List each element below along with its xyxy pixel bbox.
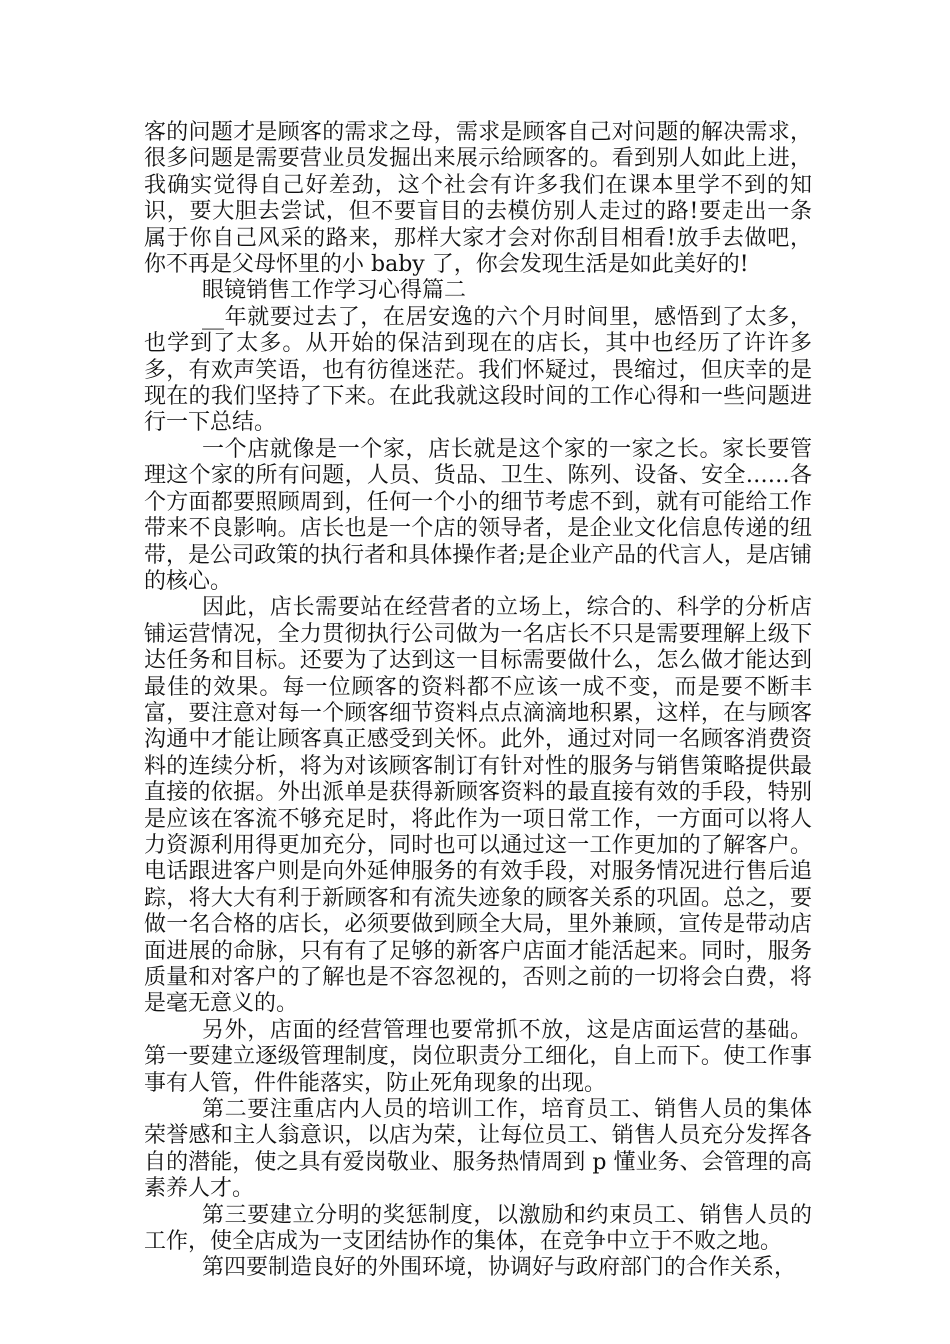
document-page xyxy=(144,120,812,1282)
body-paragraph-4: 另外，店面的经营管理也要常抓不放，这是店面运营的基础。第一要建立逐级管理制度，岗位职责分工细化，自上而下。使工作事事有人管，件件能落实，防止死角现象的出现。 xyxy=(144,1017,812,1096)
body-paragraph-1: __年就要过去了，在居安逸的六个月时间里，感悟到了太多，也学到了太多。从开始的保洁到现在的店长，其中也经历了许许多多，有欢声笑语，也有彷徨迷茫。我们怀疑过，畏缩过，但庆幸的是现在的我们坚持了下来。在此我就这段时间的工作心得和一些问题进行一下总结。 xyxy=(144,304,812,436)
body-paragraph-6: 第三要建立分明的奖惩制度，以激励和约束员工、销售人员的工作，使全店成为一支团结协作的集体，在竞争中立于不败之地。 xyxy=(144,1202,812,1255)
body-paragraph-2: 一个店就像是一个家，店长就是这个家的一家之长。家长要管理这个家的所有问题，人员、货品、卫生、陈列、设备、安全……各个方面都要照顾周到，任何一个小的细节考虑不到，就有可能给工作带来不良影响。店长也是一个店的领导者，是企业文化信息传递的纽带，是公司政策的执行者和具体操作者;是企业产品的代言人，是店铺的核心。 xyxy=(144,436,812,594)
section-title: 眼镜销售工作学习心得篇二 xyxy=(202,278,467,304)
body-paragraph-7: 第四要制造良好的外围环境，协调好与政府部门的合作关系， xyxy=(202,1255,797,1281)
intro-paragraph: 客的问题才是顾客的需求之母，需求是顾客自己对问题的解决需求，很多问题是需要营业员发掘出来展示给顾客的。看到别人如此上进，我确实觉得自己好差劲，这个社会有许多我们在课本里学不到的知识，要大胆去尝试，但不要盲目的去模仿别人走过的路!要走出一条属于你自己风采的路来，那样大家才会对你刮目相看!放手去做吧，你不再是父母怀里的小 baby 了，你会发现生活是如此美好的! xyxy=(144,120,812,278)
body-paragraph-5: 第二要注重店内人员的培训工作，培育员工、销售人员的集体荣誉感和主人翁意识，以店为荣，让每位员工、销售人员充分发挥各自的潜能，使之具有爱岗敬业、服务热情周到 p 懂业务、会管理的高素养人才。 xyxy=(144,1097,812,1202)
body-paragraph-3: 因此，店长需要站在经营者的立场上，综合的、科学的分析店铺运营情况，全力贯彻执行公司做为一名店长不只是需要理解上级下达任务和目标。还要为了达到这一目标需要做什么，怎么做才能达到最佳的效果。每一位顾客的资料都不应该一成不变，而是要不断丰富，要注意对每一个顾客细节资料点点滴滴地积累，这样，在与顾客沟通中才能让顾客真正感受到关怀。此外，通过对同一名顾客消费资料的连续分析，将为对该顾客制订有针对性的服务与销售策略提供最直接的依据。外出派单是获得新顾客资料的最直接有效的手段，特别是应该在客流不够充足时，将此作为一项日常工作，一方面可以将人力资源利用得更加充分，同时也可以通过这一工作更加的了解客户。电话跟进客户则是向外延伸服务的有效手段，对服务情况进行售后追踪，将大大有利于新顾客和有流失迹象的顾客关系的巩固。总之，要做一名合格的店长，必须要做到顾全大局，里外兼顾，宣传是带动店面进展的命脉，只有有了足够的新客户店面才能活起来。同时，服务质量和对客户的了解也是不容忽视的，否则之前的一切将会白费，将是毫无意义的。 xyxy=(144,595,812,1017)
